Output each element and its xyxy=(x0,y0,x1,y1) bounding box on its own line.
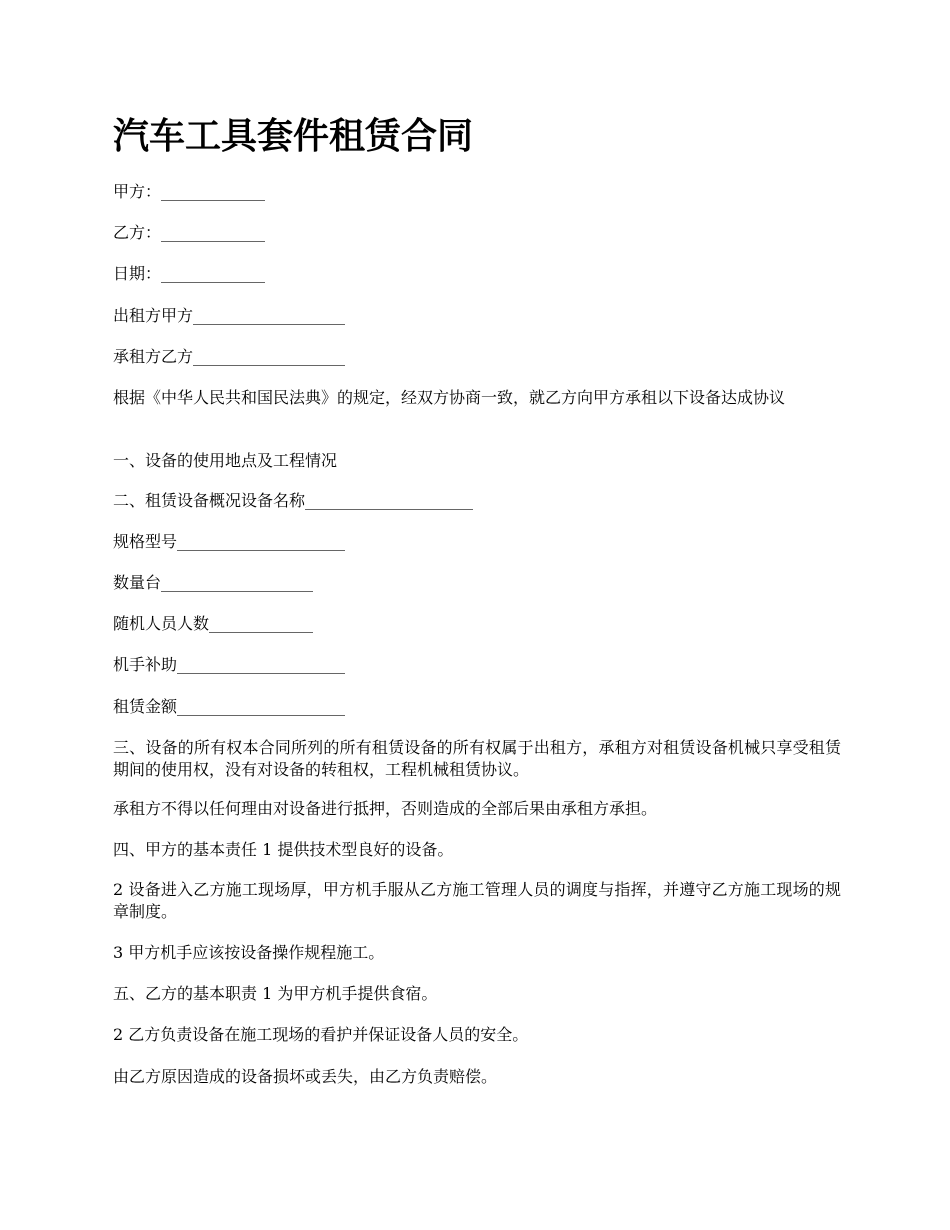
rental-amount-field: 租赁金额_____________________ xyxy=(113,697,346,716)
party-b-loss-clause: 由乙方原因造成的设备损坏或丢失，由乙方负责赔偿。 xyxy=(113,1067,498,1086)
section-1-heading: 一、设备的使用地点及工程情况 xyxy=(113,451,338,470)
staff-count-field: 随机人员人数_____________ xyxy=(113,614,314,633)
date-field: 日期：_____________ xyxy=(113,264,266,283)
lessee-field: 承租方乙方___________________ xyxy=(113,347,346,366)
party-a-duty-2: 2 设备进入乙方施工现场厚，甲方机手服从乙方施工管理人员的调度与指挥，并遵守乙方施工现场的规章制度。 xyxy=(113,880,841,921)
lessor-field: 出租方甲方___________________ xyxy=(113,306,346,325)
party-b-duty-2: 2 乙方负责设备在施工现场的看护并保证设备人员的安全。 xyxy=(113,1025,529,1044)
section-4-heading: 四、甲方的基本责任 1 提供技术型良好的设备。 xyxy=(113,840,454,859)
document-title: 汽车工具套件租赁合同 xyxy=(113,115,474,157)
no-mortgage-paragraph: 承租方不得以任何理由对设备进行抵押，否则造成的全部后果由承租方承担。 xyxy=(113,799,658,818)
party-a-field: 甲方：_____________ xyxy=(113,182,266,201)
section-3-paragraph: 三、设备的所有权本合同所列的所有租赁设备的所有权属于出租方，承租方对租赁设备机械只享受租赁期间的使用权，没有对设备的转租权，工程机械租赁协议。 xyxy=(113,738,841,779)
operator-subsidy-field: 机手补助_____________________ xyxy=(113,655,346,674)
intro-paragraph: 根据《中华人民共和国民法典》的规定，经双方协商一致，就乙方向甲方承租以下设备达成协议 xyxy=(113,388,786,407)
party-b-field: 乙方：_____________ xyxy=(113,223,266,242)
section-2-heading: 二、租赁设备概况设备名称_____________________ xyxy=(113,491,474,510)
quantity-field: 数量台___________________ xyxy=(113,573,314,592)
party-a-duty-3: 3 甲方机手应该按设备操作规程施工。 xyxy=(113,943,385,962)
spec-model-field: 规格型号_____________________ xyxy=(113,532,346,551)
section-5-heading: 五、乙方的基本职责 1 为甲方机手提供食宿。 xyxy=(113,984,438,1003)
